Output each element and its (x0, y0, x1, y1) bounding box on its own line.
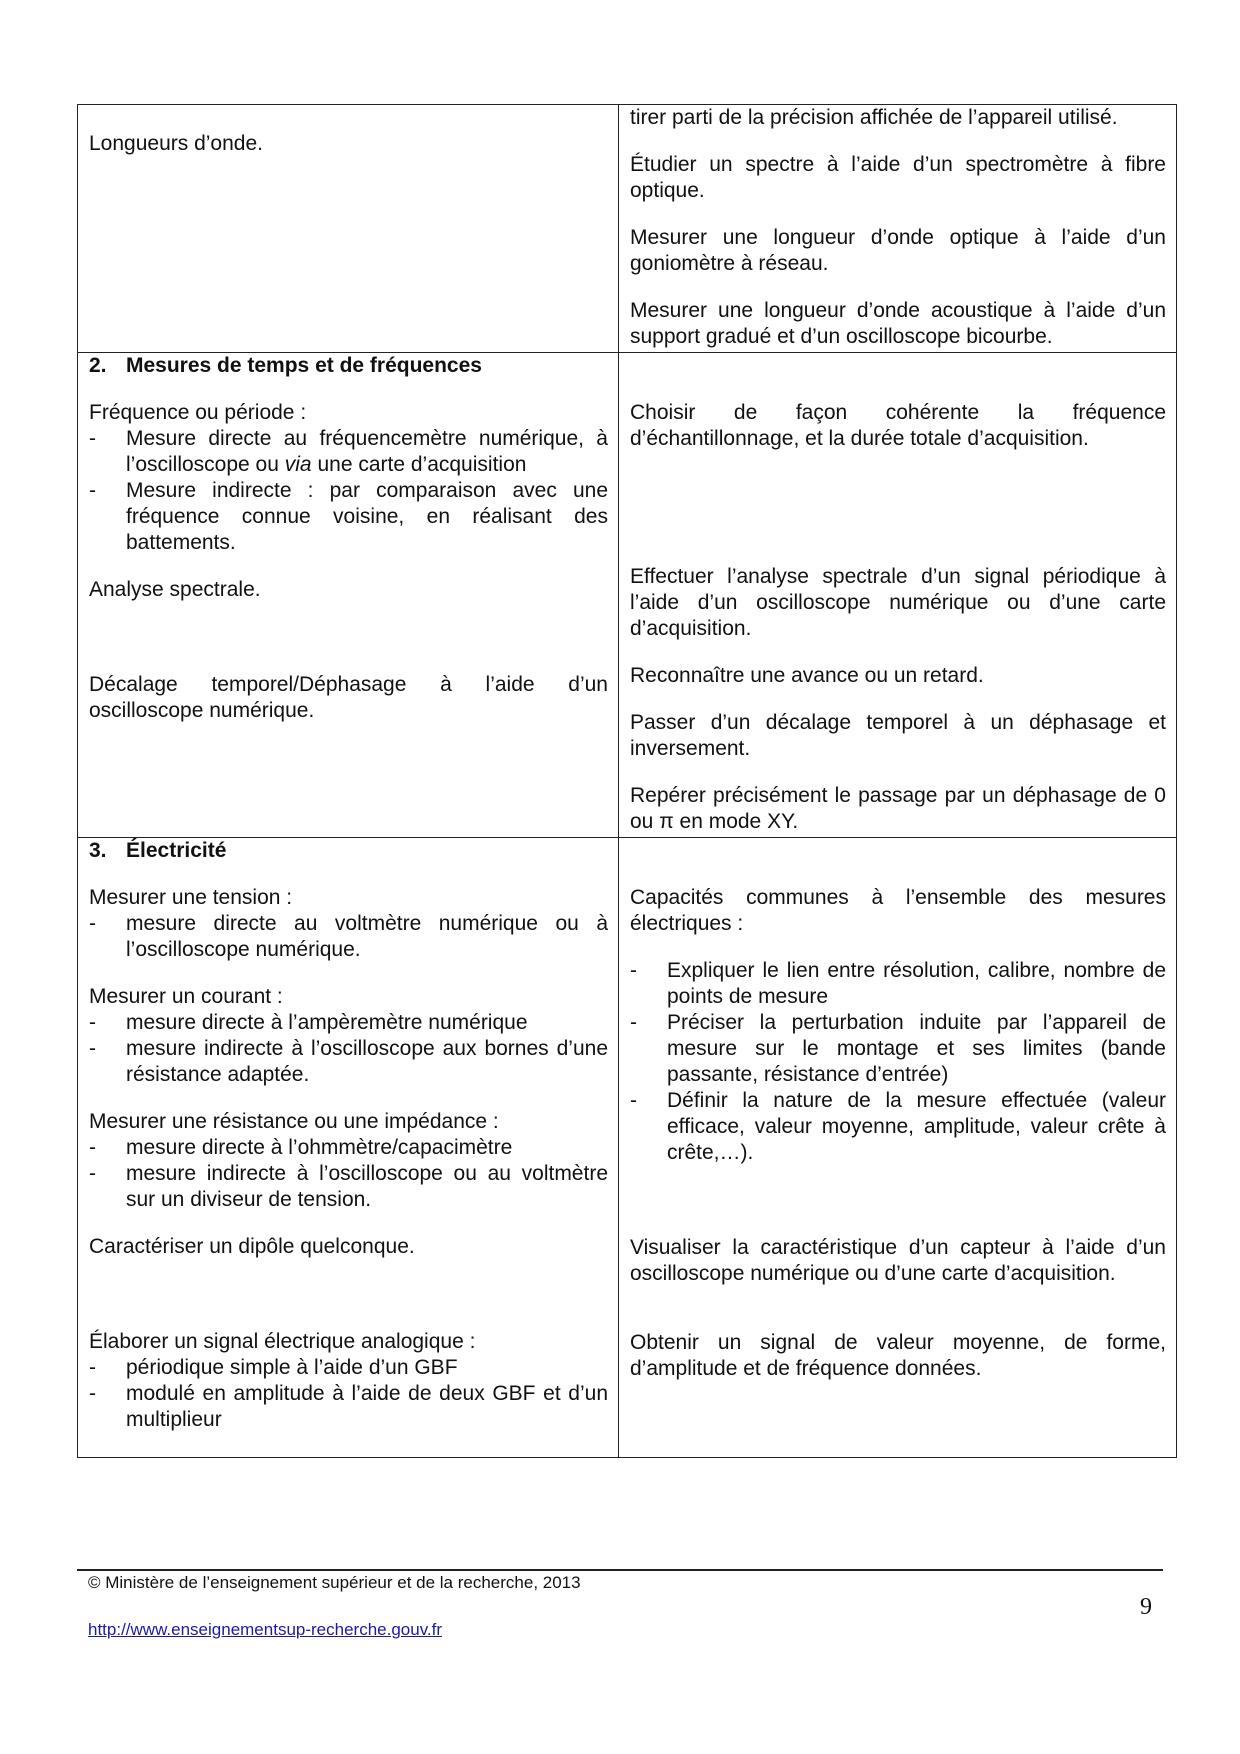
list-item: - périodique simple à l’aide d’un GBF (89, 1355, 608, 1381)
notion-text: Caractériser un dipôle quelconque. (89, 1235, 415, 1258)
list-item: - mesure directe au voltmètre numérique ou à l’oscilloscope numérique. (89, 911, 608, 963)
list-item: - mesure indirecte à l’oscilloscope aux bornes d’une résistance adaptée. (89, 1036, 608, 1088)
website-link[interactable]: http://www.enseignementsup-recherche.gouv.fr (88, 1620, 443, 1639)
capacity-text: Passer d’un décalage temporel à un déphasage et inversement. (630, 711, 1166, 760)
section-title (89, 353, 608, 379)
list-item: - Définir la nature de la mesure effectuée (valeur efficace, valeur moyenne, amplitude, valeur crête à crête,…). (630, 1088, 1166, 1166)
capacity-text: Effectuer l’analyse spectrale d’un signal périodique à l’aide d’un oscilloscope numérique ou d’une carte d’acquisition. (630, 565, 1166, 640)
dash-list (89, 1135, 608, 1213)
capacity-text: Mesurer une longueur d’onde acoustique à l’aide d’un support gradué et d’un oscilloscope bicourbe. (630, 299, 1166, 348)
capacity-text: Mesurer une longueur d’onde optique à l’aide d’un goniomètre à réseau. (630, 226, 1166, 275)
program-table (77, 104, 1177, 1458)
dash-list (89, 1355, 608, 1433)
table-row (78, 838, 1177, 1458)
capacity-text: tirer parti de la précision affichée de l’appareil utilisé. (630, 106, 1118, 129)
notions-cell (78, 353, 619, 838)
copyright-notice: © Ministère de l’enseignement supérieur et de la recherche, 2013 (88, 1573, 581, 1592)
list-item: - Expliquer le lien entre résolution, calibre, nombre de points de mesure (630, 958, 1166, 1010)
section-number: 3. (89, 839, 107, 862)
dash-list (630, 958, 1166, 1166)
list-item: - Préciser la perturbation induite par l’appareil de mesure sur le montage et ses limites (bande passante, résistance d’entrée) (630, 1010, 1166, 1088)
capacity-text: Visualiser la caractéristique d’un capteur à l’aide d’un oscilloscope numérique ou d’une carte d’acquisition. (630, 1236, 1166, 1285)
list-item: - mesure indirecte à l’oscilloscope ou au voltmètre sur un diviseur de tension. (89, 1161, 608, 1213)
list-item: - mesure directe à l’ampèremètre numérique (89, 1010, 608, 1036)
notions-cell (78, 838, 619, 1458)
table-row (78, 353, 1177, 838)
notion-text: Analyse spectrale. (89, 578, 261, 601)
capacities-cell (619, 105, 1177, 353)
list-item: - modulé en amplitude à l’aide de deux GBF et d’un multiplieur (89, 1381, 608, 1433)
capacity-text: Repérer précisément le passage par un déphasage de 0 ou π en mode XY. (630, 784, 1166, 833)
page-number: 9 (1140, 1594, 1152, 1620)
section-title-text: Mesures de temps et de fréquences (126, 354, 482, 377)
notions-cell (78, 105, 619, 353)
notion-heading: Mesurer un courant : (89, 985, 283, 1008)
capacity-heading: Capacités communes à l’ensemble des mesures électriques : (630, 886, 1166, 935)
capacity-text: Étudier un spectre à l’aide d’un spectromètre à fibre optique. (630, 153, 1166, 202)
capacities-cell (619, 353, 1177, 838)
section-title-text: Électricité (126, 839, 227, 862)
notion-heading: Élaborer un signal électrique analogique : (89, 1330, 476, 1353)
section-title (89, 838, 608, 864)
notion-heading: Mesurer une tension : (89, 886, 293, 909)
dash-list (89, 1010, 608, 1088)
list-item: - mesure directe à l’ohmmètre/capacimètre (89, 1135, 608, 1161)
capacity-text: Choisir de façon cohérente la fréquence d’échantillonnage, et la durée totale d’acquisition. (630, 401, 1166, 450)
table-row (78, 105, 1177, 353)
capacities-cell (619, 838, 1177, 1458)
notion-text: Longueurs d’onde. (89, 132, 263, 155)
dash-list (89, 426, 608, 556)
list-item: - Mesure directe au fréquencemètre numérique, à l’oscilloscope ou via une carte d’acquisition (89, 426, 608, 478)
notion-text: Décalage temporel/Déphasage à l’aide d’un oscilloscope numérique. (89, 673, 608, 722)
notion-heading: Mesurer une résistance ou une impédance : (89, 1110, 499, 1133)
dash-list (89, 911, 608, 963)
list-item: - Mesure indirecte : par comparaison avec une fréquence connue voisine, en réalisant des battements. (89, 478, 608, 556)
footer-rule (77, 1569, 1163, 1571)
capacity-text: Reconnaître une avance ou un retard. (630, 664, 984, 687)
capacity-text: Obtenir un signal de valeur moyenne, de forme, d’amplitude et de fréquence données. (630, 1331, 1166, 1380)
notion-heading: Fréquence ou période : (89, 401, 307, 424)
section-number: 2. (89, 354, 107, 377)
